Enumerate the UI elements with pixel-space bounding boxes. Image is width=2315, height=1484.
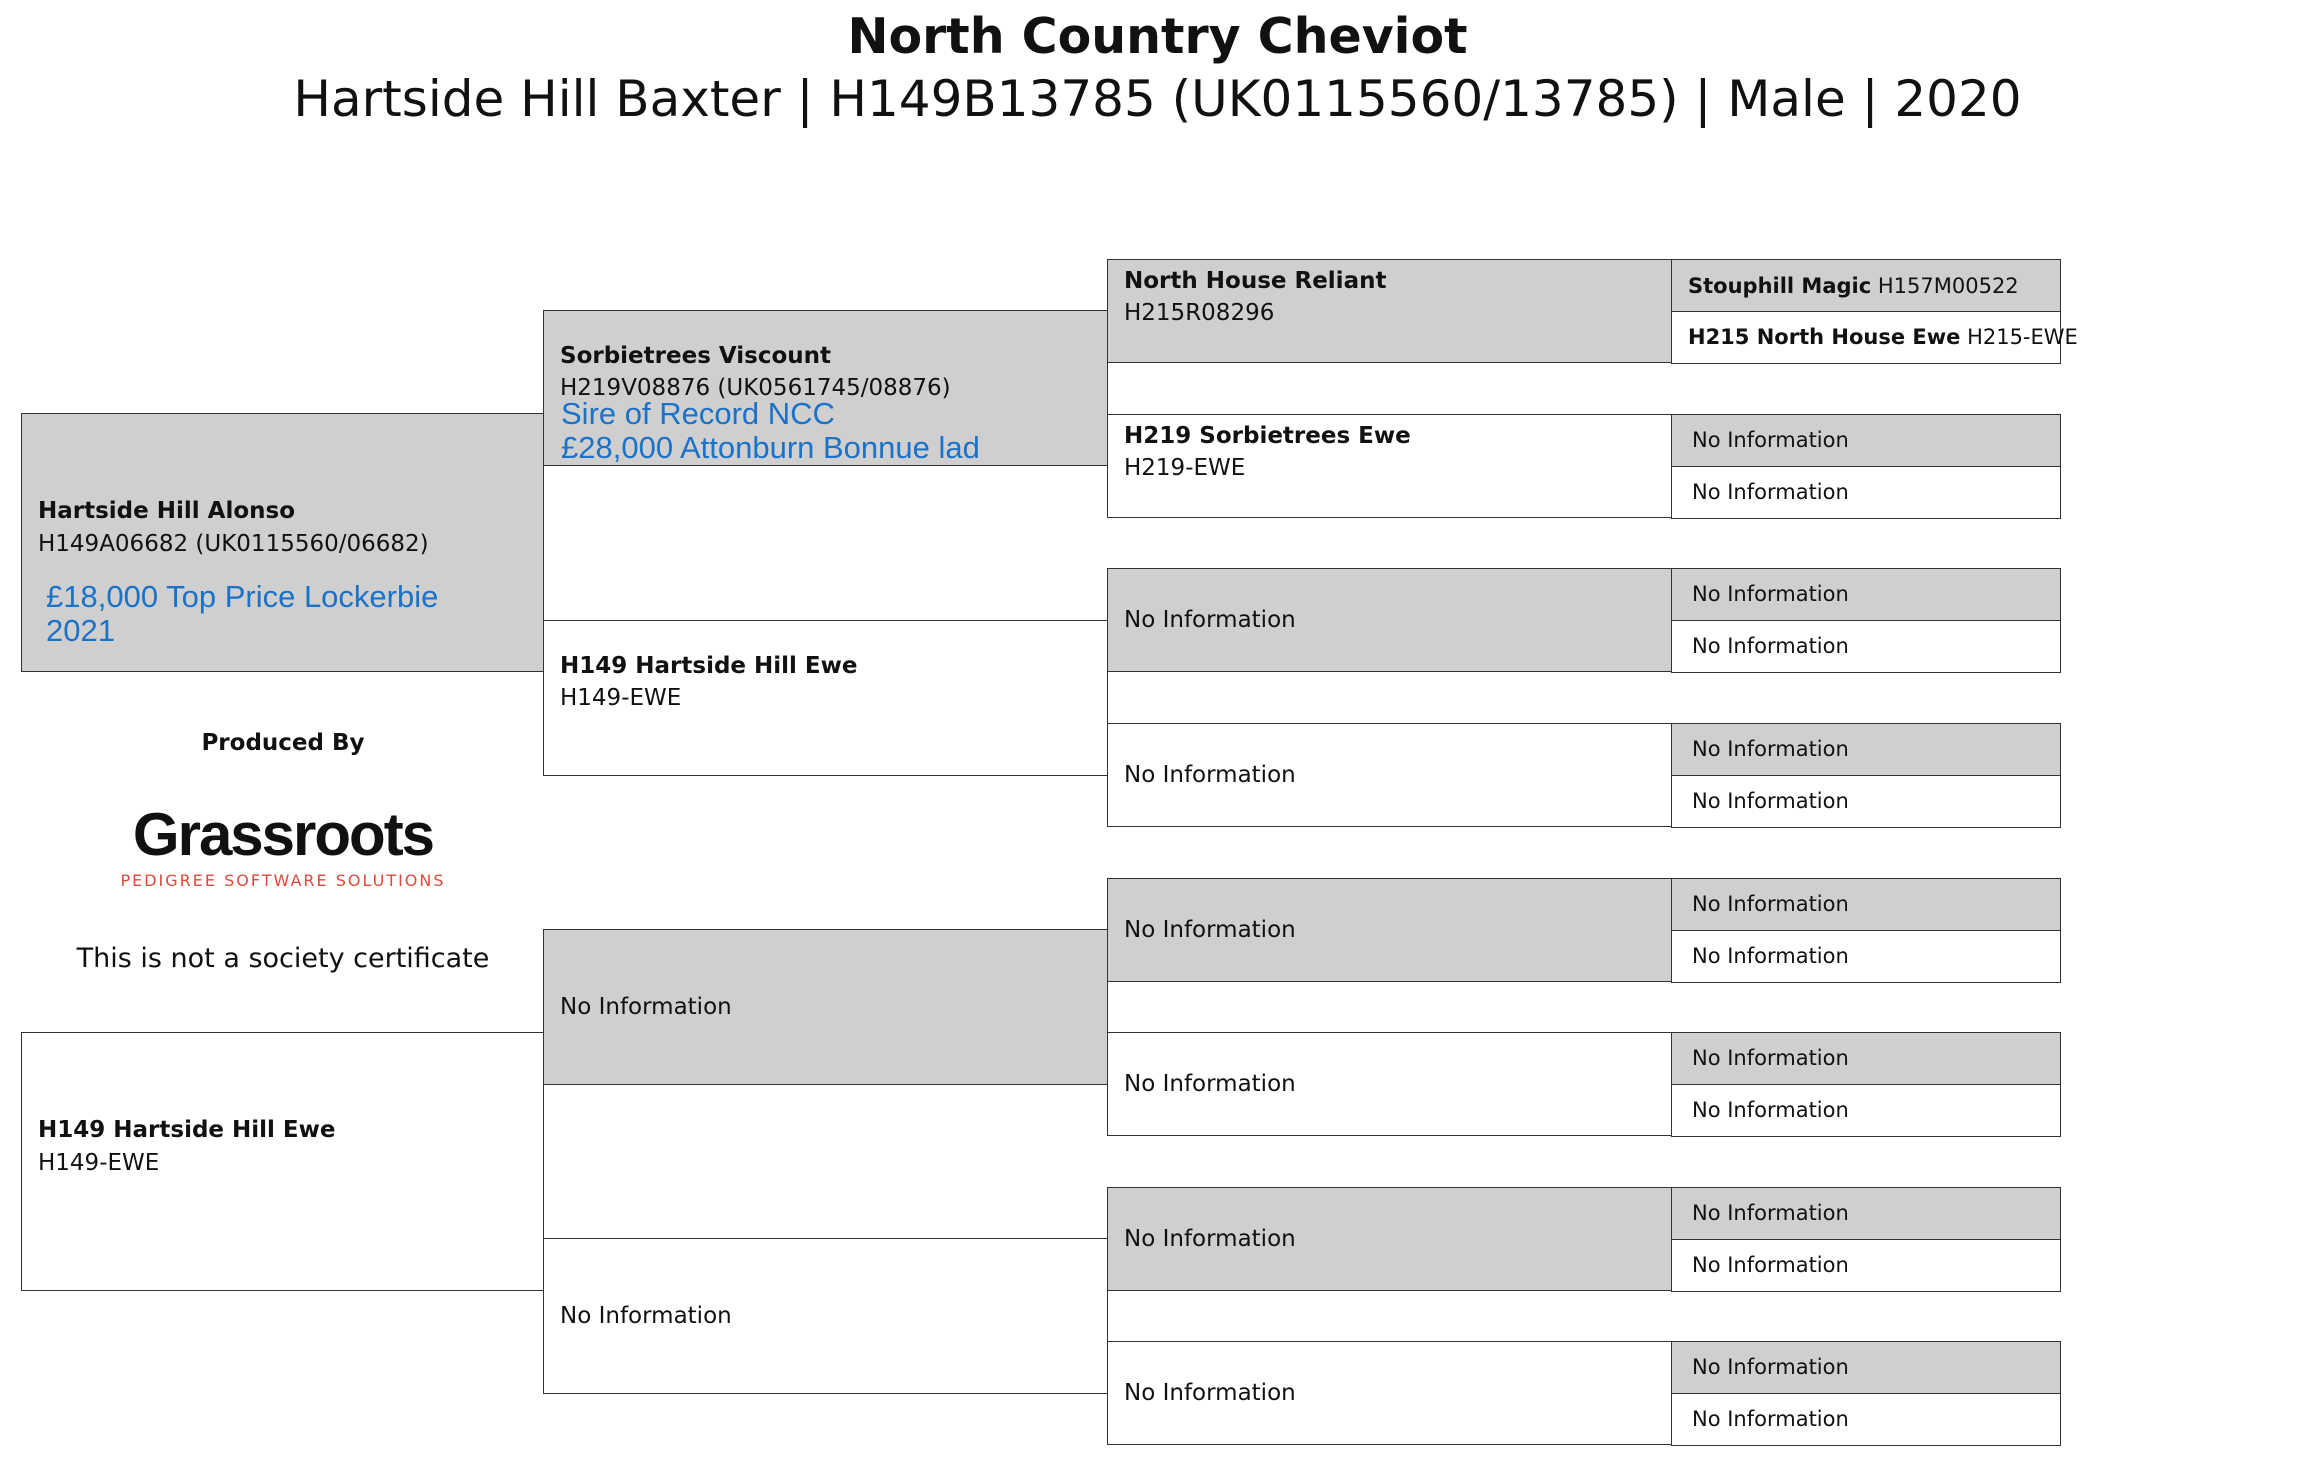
gen4-text-10: No Information <box>1692 944 1849 968</box>
dam-name: H149 Hartside Hill Ewe <box>38 1117 336 1143</box>
gen4-box-15 <box>1671 1341 2061 1394</box>
gen4-reg-2: H215-EWE <box>1967 325 2078 349</box>
sires-dam-reg: H149-EWE <box>560 685 682 711</box>
gen4-box-3 <box>1671 414 2061 467</box>
gen4-text-12: No Information <box>1692 1098 1849 1122</box>
gen3-box-3 <box>1107 568 1672 672</box>
gen4-box-12 <box>1671 1084 2061 1137</box>
gen3-text-4: No Information <box>1124 762 1296 788</box>
gen3-box-6 <box>1107 1032 1672 1136</box>
dams-dam-text: No Information <box>560 1303 732 1329</box>
gen3-box-2 <box>1107 414 1672 518</box>
gen4-name-2: H215 North House Ewe <box>1688 325 1961 349</box>
sires-sire-box <box>543 310 1108 466</box>
gen4-box-10 <box>1671 930 2061 983</box>
dams-sire-box <box>543 929 1108 1085</box>
breed-title: North Country Cheviot <box>847 8 1468 65</box>
gen4-entry-2 <box>1688 325 2078 349</box>
gen4-entry-1 <box>1688 274 2019 298</box>
gen4-box-16 <box>1671 1393 2061 1446</box>
dam-box <box>21 1032 544 1291</box>
gen3-text-5: No Information <box>1124 917 1296 943</box>
grassroots-logo <box>0 800 566 890</box>
sire-name: Hartside Hill Alonso <box>38 498 296 524</box>
gen4-box-11 <box>1671 1032 2061 1085</box>
sire-box <box>21 413 544 672</box>
gen4-box-13 <box>1671 1187 2061 1240</box>
gen4-box-2 <box>1671 311 2078 364</box>
logo-wordmark: Grassroots <box>132 801 434 868</box>
gen3-box-1 <box>1107 259 1672 363</box>
gen3-box-4 <box>1107 723 1672 827</box>
gen3-box-5 <box>1107 878 1672 982</box>
gen4-text-11: No Information <box>1692 1046 1849 1070</box>
gen4-box-14 <box>1671 1239 2061 1292</box>
gen4-reg-1: H157M00522 <box>1877 274 2019 298</box>
gen3-text-3: No Information <box>1124 607 1296 633</box>
gen4-text-5: No Information <box>1692 582 1849 606</box>
dam-reg: H149-EWE <box>38 1150 160 1176</box>
sires-sire-reg: H219V08876 (UK0561745/08876) <box>560 375 951 401</box>
gen4-name-1: Stouphill Magic <box>1688 274 1872 298</box>
gen4-box-1 <box>1671 259 2061 312</box>
gen4-text-3: No Information <box>1692 428 1849 452</box>
sires-sire-note-line2: £28,000 Attonburn Bonnue lad <box>561 430 980 465</box>
gen3-text-8: No Information <box>1124 1380 1296 1406</box>
gen3-name-2: H219 Sorbietrees Ewe <box>1124 423 1411 449</box>
certificate-disclaimer: This is not a society certificate <box>76 943 490 974</box>
gen4-text-7: No Information <box>1692 737 1849 761</box>
gen3-box-7 <box>1107 1187 1672 1291</box>
gen4-text-13: No Information <box>1692 1201 1849 1225</box>
gen3-reg-2: H219-EWE <box>1124 455 1246 481</box>
gen3-box-8 <box>1107 1341 1672 1445</box>
produced-by-label: Produced By <box>201 730 365 756</box>
gen4-text-8: No Information <box>1692 789 1849 813</box>
sires-sire-name: Sorbietrees Viscount <box>560 343 832 369</box>
sire-note-line2: 2021 <box>46 613 115 648</box>
gen3-text-6: No Information <box>1124 1071 1296 1097</box>
gen4-text-16: No Information <box>1692 1407 1849 1431</box>
gen4-box-7 <box>1671 723 2061 776</box>
logo-tagline: PEDIGREE SOFTWARE SOLUTIONS <box>120 871 446 890</box>
gen4-box-8 <box>1671 775 2061 828</box>
gen3-reg-1: H215R08296 <box>1124 300 1275 326</box>
sires-dam-name: H149 Hartside Hill Ewe <box>560 653 858 679</box>
gen3-name-1: North House Reliant <box>1124 268 1387 294</box>
gen4-box-6 <box>1671 620 2061 673</box>
gen4-box-4 <box>1671 466 2061 519</box>
gen4-text-4: No Information <box>1692 480 1849 504</box>
sire-note-line1: £18,000 Top Price Lockerbie <box>46 579 439 614</box>
gen4-text-15: No Information <box>1692 1355 1849 1379</box>
gen4-text-9: No Information <box>1692 892 1849 916</box>
dams-sire-text: No Information <box>560 994 732 1020</box>
sires-sire-note-line1: Sire of Record NCC <box>561 396 835 431</box>
animal-summary: Hartside Hill Baxter | H149B13785 (UK0115560/13785) | Male | 2020 <box>293 70 2022 128</box>
gen4-box-5 <box>1671 568 2061 621</box>
gen4-box-9 <box>1671 878 2061 931</box>
gen4-text-14: No Information <box>1692 1253 1849 1277</box>
sires-dam-box <box>543 620 1108 776</box>
dams-dam-box <box>543 1238 1108 1394</box>
gen3-text-7: No Information <box>1124 1226 1296 1252</box>
sire-reg: H149A06682 (UK0115560/06682) <box>38 531 429 557</box>
gen4-text-6: No Information <box>1692 634 1849 658</box>
